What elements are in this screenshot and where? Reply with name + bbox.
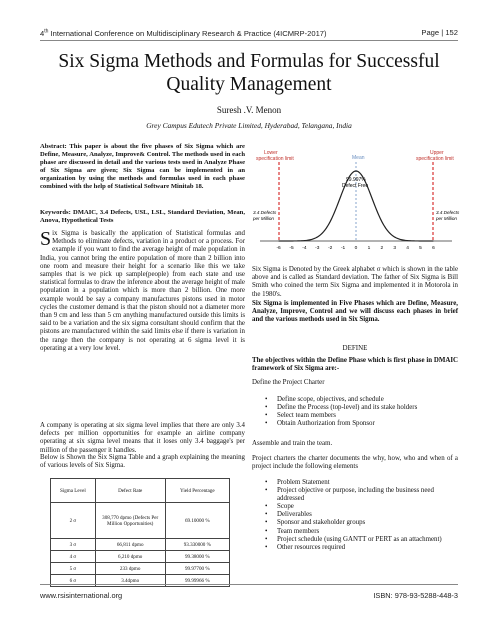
list-item: • Define the Process (top-level) and its stake holders — [257, 404, 458, 412]
drop-cap: S — [40, 228, 52, 250]
header-rule — [40, 40, 458, 41]
cell-yield: 69.10000 % — [165, 503, 229, 539]
list-item: • Project objective or purpose, including the business need addressed — [257, 487, 447, 503]
footer-isbn: ISBN: 978-93-5288-448-3 — [373, 591, 458, 600]
sigma-table — [50, 478, 230, 587]
cell-defect-rate: 233 dpmo — [95, 563, 165, 575]
define-objectives: The objectives within the Define Phase which is first phase in DMAIC framework of Six Sigma are:- — [252, 357, 458, 373]
x-tick-label: -1 — [340, 246, 346, 251]
list-item: • Scope — [257, 503, 447, 511]
list-item: • Project schedule (using GANTT or PERT as an attachment) — [257, 536, 447, 544]
list-item: • Sponsor and stakeholder groups — [257, 519, 447, 527]
cell-yield: 99.38000 % — [165, 551, 229, 563]
cell-defect-rate: 3.4dpmo — [95, 575, 165, 587]
cell-sigma: 4 σ — [51, 551, 96, 563]
assemble-team: Assemble and train the team. — [252, 440, 333, 447]
peak-label-line1: 99.997% — [346, 177, 366, 183]
table-row — [51, 563, 230, 575]
keywords: Keywords: DMAIC, 3.4 Defects, USL, LSL, Standard Deviation, Mean, Anova, Hypothetical Tests — [40, 209, 245, 225]
normal-distribution-figure — [252, 145, 460, 255]
table-header-row — [51, 479, 230, 503]
usl-label-line2: specification limit — [416, 156, 454, 162]
header-sigma-level: Sigma Level — [51, 479, 96, 503]
list-item: • Define scope, objectives, and schedule — [257, 396, 458, 404]
list-item: • Select team members — [257, 412, 458, 420]
x-tick-label: 5 — [419, 246, 422, 251]
sigma-definition-paragraph: Six Sigma is Denoted by the Greek alphabet σ which is shown in the table above and is called as Standard deviation. The father of Six Sigma is Bill Smith who coined the term Six Sigma and implemented it in Motorola in the 1980's. — [252, 266, 458, 298]
right-tail-label-line2: per Million — [436, 216, 457, 221]
running-header — [40, 28, 458, 38]
peak-label-line2: Defect Free — [342, 183, 369, 189]
page-footer — [40, 591, 458, 600]
page-number: Page | 152 — [421, 28, 458, 37]
five-phases-paragraph: Six Sigma is implemented in Five Phases which are Define, Measure, Analyze, Improve, Control and we will discuss each phases in brief and the various methods used in Six Sigma. — [252, 300, 458, 324]
conference-name: 4th International Conference on Multidisciplinary Research & Practice (4ICMRP-2017) — [40, 28, 327, 38]
table-row — [51, 503, 230, 539]
footer-rule — [40, 584, 458, 585]
x-tick-label: -2 — [328, 246, 333, 251]
abstract: Abstract: This paper is about the five phases of Six Sigma which are Define, Measure, Analyze, Improve& Control. The methods used in each phase are discussed in detail and the various tests used in Analyze Phase of Six Sigma are given; Six Sigma can be implemented in an organization by using the methods and formulas used in each phase combined with the help of Statistical Software Minitab 18. — [40, 143, 245, 191]
cell-sigma: 3 σ — [51, 539, 96, 551]
list-item: • Other resources required — [257, 544, 447, 552]
project-charters-paragraph: Project charters the charter documents the why, how, who and when of a project include the following elements — [252, 455, 458, 471]
charter-elements-list — [257, 479, 447, 552]
list-item: • Deliverables — [257, 511, 447, 519]
footer-url[interactable]: www.rsisinternational.org — [40, 591, 123, 600]
header-yield: Yield Percentage — [165, 479, 229, 503]
x-tick-label: 0 — [354, 246, 358, 251]
author-name: Suresh .V. Menon — [216, 105, 282, 115]
x-tick-label: -6 — [276, 246, 281, 251]
cell-defect-rate: 308,770 dpmo (Defects Per Million Opportunities) — [95, 503, 165, 539]
cell-defect-rate: 6,210 dpmo — [95, 551, 165, 563]
paper-title: Six Sigma Methods and Formulas for Successful Quality Management — [58, 51, 440, 95]
mean-label: Mean — [352, 155, 365, 161]
cell-yield: 99.99966 % — [165, 575, 229, 587]
cell-defect-rate: 66,811 dpmo — [95, 539, 165, 551]
right-tail-label-line1: 3.4 Defects — [436, 210, 460, 215]
cell-sigma: 6 σ — [51, 575, 96, 587]
cell-yield: 99.97700 % — [165, 563, 229, 575]
table-row — [51, 551, 230, 563]
six-sigma-level-paragraph: A company is operating at six sigma level implies that there are only 3.4 defects per million opportunities for example an airline company operating at six sigma level means that it loses only 3.4 baggage's per million of the passenger it handles. — [40, 422, 245, 454]
cell-sigma: 2 σ — [51, 503, 96, 539]
list-item: • Obtain Authorization from Sponsor — [257, 420, 458, 428]
x-tick-label: 2 — [380, 246, 384, 251]
x-tick-label: -4 — [302, 246, 307, 251]
usl-label-line1: Upper — [430, 150, 444, 156]
x-tick-label: -5 — [289, 246, 294, 251]
cell-yield: 93.330000 % — [165, 539, 229, 551]
lsl-label-line2: specification limit — [256, 156, 294, 162]
author-affiliation: Grey Campus Edutech Private Limited, Hyderabad, Telangana, India — [146, 121, 352, 130]
table-intro-paragraph: Below is Shown the Six Sigma Table and a graph explaining the meaning of various levels of Six Sigma. — [40, 454, 245, 470]
charter-bullet-list — [257, 396, 458, 428]
x-tick-labels — [276, 245, 435, 251]
x-tick-label: 4 — [406, 246, 409, 251]
cell-sigma: 5 σ — [51, 563, 96, 575]
define-charter: Define the Project Charter — [252, 379, 325, 386]
x-tick-label: 6 — [432, 246, 435, 251]
left-tail-label-line1: 3.4 Defects — [253, 210, 277, 215]
left-tail-label-line2: per Million — [253, 216, 274, 221]
list-item: • Team members — [257, 528, 447, 536]
x-tick-label: 1 — [367, 246, 371, 251]
x-tick-label: -3 — [315, 246, 320, 251]
list-item: • Problem Statement — [257, 479, 447, 487]
header-defect-rate: Defect Rate — [95, 479, 165, 503]
introduction-paragraph: Six Sigma is basically the application of Statistical formulas and Methods to eliminate defects, variation in a product or a process. For example if you want to find the average height of male population in India, you cannot bring the entire population of more than 2 billion into one room and measure their height for a scenario like this we take samples that is we pick up sample(people) from each state and use statistical formulas to draw the inference about the average height of male population in a population which is more than 2 billion. One more example would be say a company manufactures pistons used in motor cycles the customer demand is that the piston should not a diameter more than 9 cm and less than 5 cm anything manufactured outside this limits is said to be a variation and the six sigma consultant should confirm that the pistons are manufactured within the said limits else if there is variation in the range then the company is not operating at 6 sigma level it is operating at a very low level. — [40, 228, 245, 352]
lsl-label-line1: Lower — [264, 150, 278, 156]
x-tick-label: 3 — [393, 246, 397, 251]
table-row — [51, 539, 230, 551]
define-heading: DEFINE — [342, 344, 368, 352]
